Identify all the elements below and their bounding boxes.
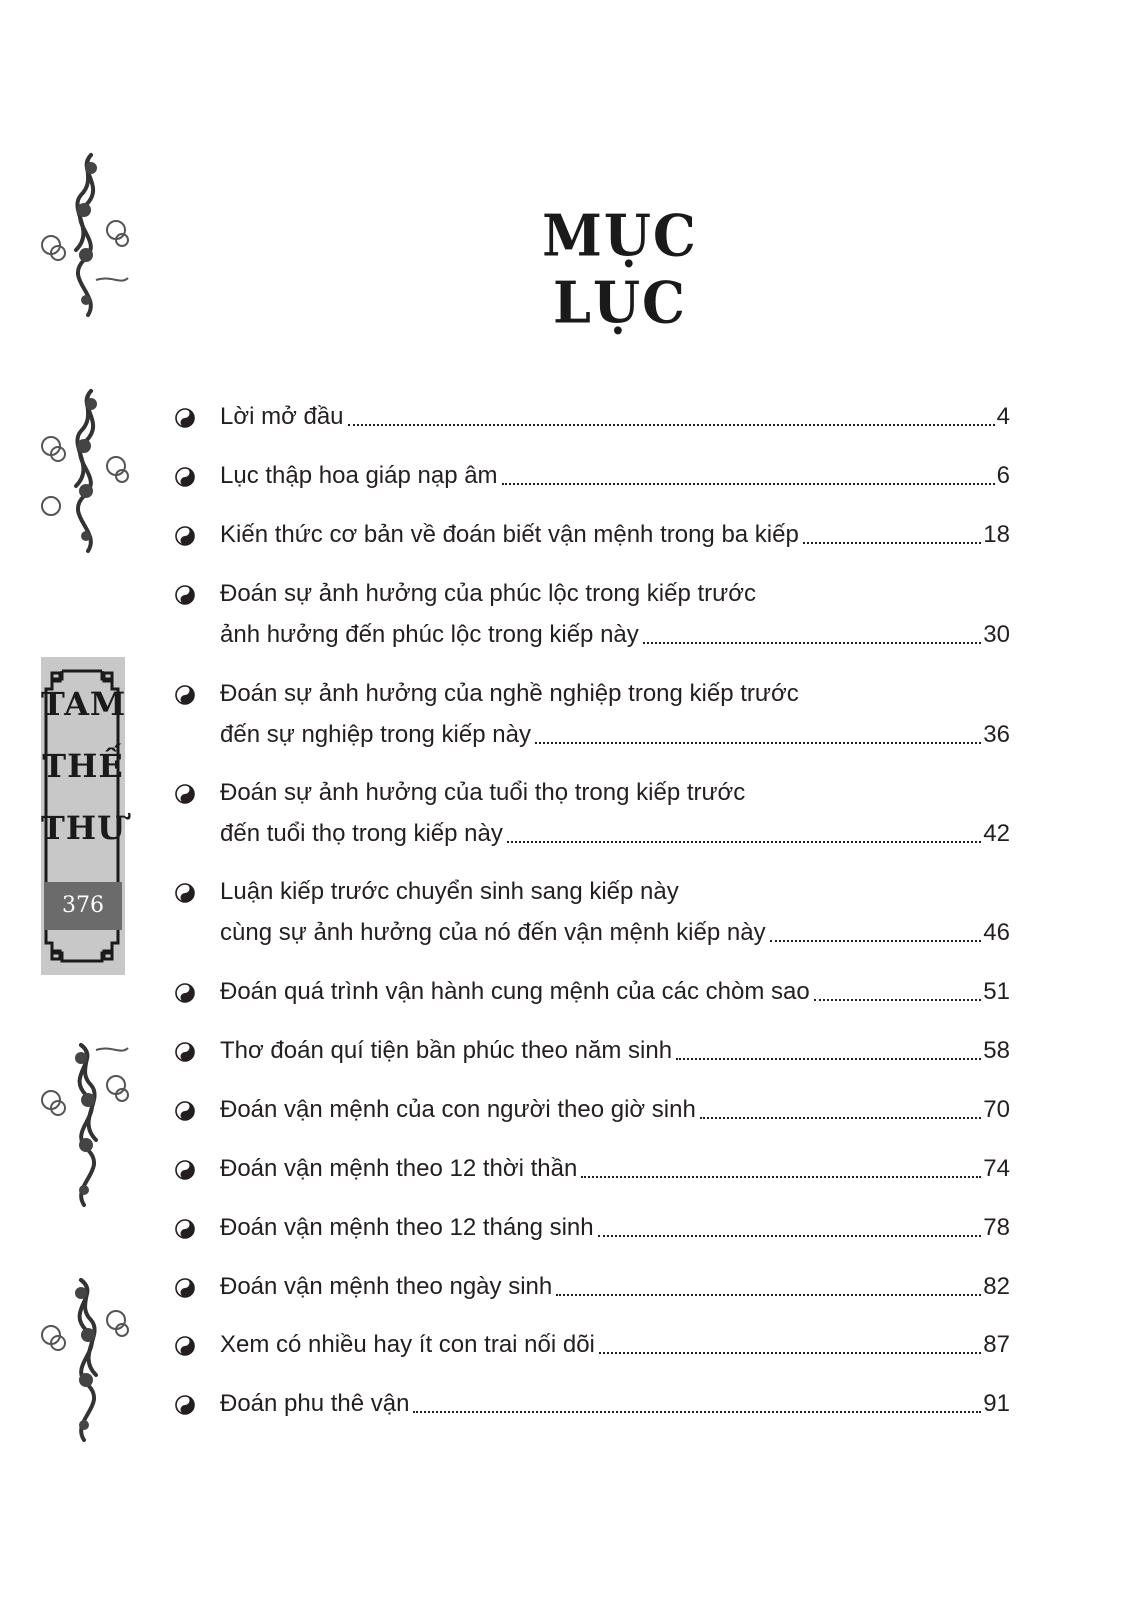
yin-yang-icon	[175, 1160, 195, 1180]
toc-entry-title-line1: Đoán sự ảnh hưởng của phúc lộc trong kiếp trước	[220, 580, 756, 607]
yin-yang-icon	[175, 1395, 195, 1415]
toc-entry-title: Lục thập hoa giáp nạp âm	[220, 462, 498, 489]
toc-entry-page: 82	[983, 1273, 1010, 1300]
toc-entry-title-line1: Đoán sự ảnh hưởng của tuổi thọ trong kiếp trước	[220, 779, 746, 806]
toc-entry-page: 87	[983, 1331, 1010, 1358]
toc-entry-page: 58	[983, 1037, 1010, 1064]
toc-entry-page: 70	[983, 1096, 1010, 1123]
toc-entry-title: Lời mở đầu	[220, 403, 344, 430]
badge-word-tam: TAM	[41, 685, 127, 723]
toc-entry-title: Xem có nhiều hay ít con trai nối dõi	[220, 1331, 595, 1358]
dot-leader	[535, 740, 981, 744]
dot-leader	[803, 540, 981, 544]
toc-entry-page: 6	[996, 462, 1010, 489]
dot-leader	[348, 422, 995, 426]
dragon-ornament-icon	[36, 1275, 132, 1445]
yin-yang-icon	[175, 1219, 195, 1239]
yin-yang-icon	[175, 983, 195, 1003]
dragon-ornament-icon	[36, 150, 132, 320]
toc-entry-title-line1: Luận kiếp trước chuyển sinh sang kiếp này	[220, 878, 679, 905]
yin-yang-icon	[175, 585, 195, 605]
toc-entry-title: Kiến thức cơ bản về đoán biết vận mệnh trong ba kiếp	[220, 521, 799, 548]
toc-entry-page: 36	[983, 721, 1010, 748]
dot-leader	[599, 1350, 981, 1354]
dot-leader	[507, 839, 981, 843]
yin-yang-icon	[175, 1336, 195, 1356]
toc-entry-page: 46	[983, 919, 1010, 946]
toc-entry-page: 42	[983, 820, 1010, 847]
toc-entry-title-line2: đến sự nghiệp trong kiếp này	[220, 721, 531, 748]
toc-entry-title-line2: ảnh hưởng đến phúc lộc trong kiếp này	[220, 621, 639, 648]
dot-leader	[770, 938, 982, 942]
yin-yang-icon	[175, 784, 195, 804]
dot-leader	[502, 481, 995, 485]
dot-leader	[643, 640, 982, 644]
toc-entry-page: 74	[983, 1155, 1010, 1182]
toc-entry-title: Đoán vận mệnh của con người theo giờ sinh	[220, 1096, 696, 1123]
dragon-ornament-icon	[36, 1040, 132, 1210]
yin-yang-icon	[175, 1278, 195, 1298]
yin-yang-icon	[175, 526, 195, 546]
dot-leader	[814, 997, 982, 1001]
yin-yang-icon	[175, 685, 195, 705]
yin-yang-icon	[175, 883, 195, 903]
toc-entry-title-line2: đến tuổi thọ trong kiếp này	[220, 820, 503, 847]
dot-leader	[700, 1115, 981, 1119]
toc-entry-title: Đoán phu thê vận	[220, 1390, 410, 1417]
toc-entry-title: Thơ đoán quí tiện bần phúc theo năm sinh	[220, 1037, 673, 1064]
page-number: 376	[44, 882, 122, 930]
yin-yang-icon	[175, 408, 195, 428]
badge-word-thu: THƯ	[41, 809, 126, 847]
toc-entry-page: 30	[983, 621, 1010, 648]
badge-word-the: THẾ	[42, 747, 124, 785]
toc-entry-page: 4	[996, 403, 1010, 430]
dot-leader	[413, 1409, 981, 1413]
yin-yang-icon	[175, 467, 195, 487]
dot-leader	[598, 1233, 982, 1237]
toc-entry-title: Đoán vận mệnh theo 12 tháng sinh	[220, 1214, 594, 1241]
toc-entry-title: Đoán vận mệnh theo ngày sinh	[220, 1273, 553, 1300]
dot-leader	[556, 1292, 981, 1296]
dragon-ornament-icon	[36, 386, 132, 556]
yin-yang-icon	[175, 1042, 195, 1062]
yin-yang-icon	[175, 1101, 195, 1121]
toc-entry-title: Đoán vận mệnh theo 12 thời thần	[220, 1155, 578, 1182]
toc-entry-page: 91	[983, 1390, 1010, 1417]
page-title: MỤC LỤC	[542, 201, 698, 337]
book-title-badge	[41, 657, 125, 975]
toc-entry-page: 78	[983, 1214, 1010, 1241]
toc-entry-page: 51	[983, 978, 1010, 1005]
toc-entry-page: 18	[983, 521, 1010, 548]
dot-leader	[676, 1056, 981, 1060]
dot-leader	[581, 1174, 981, 1178]
toc-entry-title-line2: cùng sự ảnh hưởng của nó đến vận mệnh kiếp này	[220, 919, 766, 946]
toc-entry-title: Đoán quá trình vận hành cung mệnh của các chòm sao	[220, 978, 810, 1005]
toc-entry-title-line1: Đoán sự ảnh hưởng của nghề nghiệp trong kiếp trước	[220, 680, 799, 707]
